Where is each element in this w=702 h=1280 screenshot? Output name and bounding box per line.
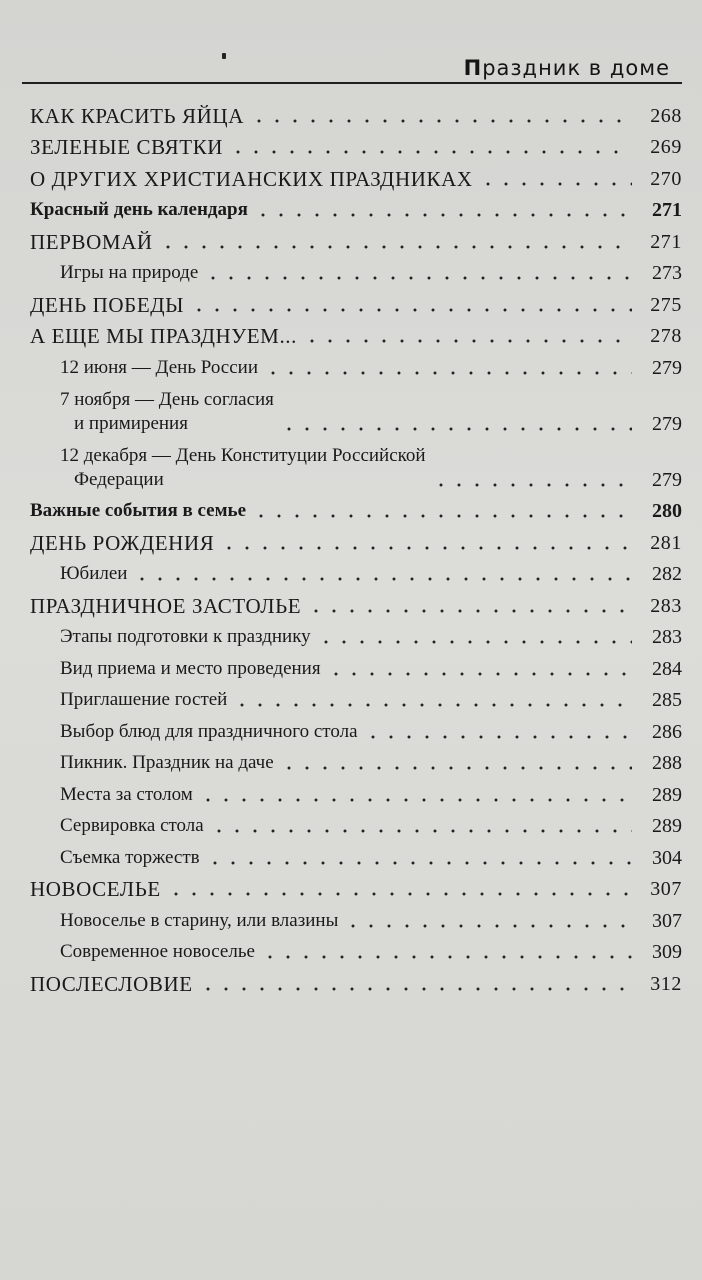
running-header [22,40,682,84]
toc-entry [30,191,682,223]
dot-leader [167,892,632,896]
toc-entry-title: Приглашение гостей [60,689,228,710]
toc-entry [30,96,682,128]
toc-entry [30,681,682,713]
dot-leader [252,514,632,518]
toc-entry-title: Игры на природе [60,262,199,283]
dot-leader [280,427,632,431]
toc-entry [30,492,682,524]
toc-entry-title: ДЕНЬ РОЖДЕНИЯ [30,530,215,555]
toc-entry [30,380,682,436]
dot-leader [190,308,632,312]
toc-entry [30,159,682,191]
toc-entry-title: ПОСЛЕСЛОВИЕ [30,971,193,996]
toc-entry [30,744,682,776]
dot-leader [264,371,632,375]
toc-entry [30,436,682,492]
toc-entry-title: О ДРУГИХ ХРИСТИАНСКИХ ПРАЗДНИКАХ [30,166,473,191]
toc-entry [30,555,682,587]
toc-entry-page: 279 [652,412,682,435]
dot-leader [133,577,632,581]
toc-entry-page: 304 [652,846,682,869]
toc-entry-title: Современное новоселье [60,941,255,962]
toc-entry-page: 269 [650,136,682,158]
toc-entry-page: 283 [652,626,682,648]
toc-entry [30,870,682,902]
toc-entry-page: 312 [650,972,682,995]
toc-entry [30,128,682,160]
toc-entry-page: 273 [652,262,682,284]
toc-entry-page: 268 [650,104,682,127]
header-mark [222,53,226,59]
dot-leader [204,276,632,280]
toc-entry [30,807,682,839]
dot-leader [317,640,632,644]
dot-leader [364,735,632,739]
toc-entry-title [60,444,426,492]
toc-entry-page: 270 [650,167,682,190]
dot-leader [261,955,632,959]
toc-entry-title: Вид приема и место проведения [60,657,321,679]
toc-entry-title: Юбилеи [60,563,128,584]
toc-entry-page: 283 [650,594,682,617]
toc-entry-page: 286 [652,720,682,743]
dot-leader [220,546,632,550]
toc-entry-page: 275 [650,293,682,316]
toc-entry-title: НОВОСЕЛЬЕ [30,877,161,901]
dot-leader [479,182,632,186]
toc-entry-title: Места за столом [60,783,193,805]
toc-entry-page: 309 [652,941,682,963]
toc-entry-page: 279 [652,468,682,491]
toc-entry-page: 271 [650,230,682,253]
toc-entry-title: Выбор блюд для праздничного стола [60,720,358,742]
toc-entry-title: ПРАЗДНИЧНОЕ ЗАСТОЛЬЕ [30,593,302,618]
table-of-contents [30,96,682,996]
toc-entry [30,712,682,744]
toc-entry-title-line2: и примирения [74,412,188,434]
toc-entry-page: 307 [652,909,682,932]
toc-entry-page: 289 [652,783,682,806]
toc-entry [30,254,682,286]
toc-entry-title: ПЕРВОМАЙ [30,229,153,254]
toc-entry [30,775,682,807]
header-rule [22,82,682,84]
toc-entry-title: Сервировка стола [60,815,204,836]
dot-leader [206,861,632,865]
toc-entry [30,586,682,618]
toc-entry [30,523,682,555]
toc-entry [30,933,682,965]
dot-leader [199,987,632,991]
dot-leader [199,798,632,802]
toc-entry-title: ДЕНЬ ПОБЕДЫ [30,292,185,317]
toc-entry-page: 282 [652,563,682,585]
toc-entry [30,317,682,349]
dot-leader [254,213,632,217]
toc-entry-page: 278 [650,325,682,347]
toc-entry [30,964,682,996]
dot-leader [233,703,632,707]
toc-entry-title: Этапы подготовки к празднику [60,626,311,647]
header-title-text: раздник в доме [482,56,670,80]
toc-entry [30,901,682,933]
toc-entry-title: КАК КРАСИТЬ ЯЙЦА [30,103,244,128]
toc-entry-page: 281 [650,531,682,554]
toc-entry-title: Важные события в семье [30,500,247,521]
toc-entry-title: А ЕЩЕ МЫ ПРАЗДНУЕМ... [30,324,297,348]
toc-entry-page: 280 [652,500,682,522]
toc-entry-title: 12 июня — День России [60,356,258,378]
toc-entry-title: Съемка торжеств [60,846,200,868]
toc-entry-title [60,388,274,436]
toc-entry-title: ЗЕЛЕНЫЕ СВЯТКИ [30,135,224,159]
dot-leader [210,829,632,833]
toc-entry-title-line2: Федерации [74,468,164,490]
toc-entry-title-line1: 7 ноября — День согласия [60,388,274,410]
header-initial: П [463,56,483,80]
toc-entry-page: 288 [652,752,682,774]
dot-leader [344,924,632,928]
dot-leader [303,339,632,343]
toc-entry-title: Новоселье в старину, или влазины [60,909,339,931]
toc-entry-page: 279 [652,356,682,379]
toc-entry [30,285,682,317]
toc-entry-page: 271 [652,199,682,221]
toc-entry-page: 307 [650,878,682,900]
dot-leader [280,766,632,770]
dot-leader [250,119,632,123]
toc-entry [30,838,682,870]
toc-entry-title: Красный день календаря [30,199,248,220]
dot-leader [307,609,632,613]
dot-leader [159,245,632,249]
toc-entry-page: 285 [652,689,682,711]
running-header-title [464,56,670,80]
toc-entry [30,618,682,650]
toc-entry [30,649,682,681]
toc-entry-title-line1: 12 декабря — День Конституции Российской [60,444,426,466]
toc-entry-page: 284 [652,657,682,680]
dot-leader [229,150,632,154]
toc-entry [30,348,682,380]
toc-entry [30,222,682,254]
toc-entry-page: 289 [652,815,682,837]
toc-entry-title: Пикник. Праздник на даче [60,752,274,773]
dot-leader [327,672,632,676]
dot-leader [432,483,632,487]
